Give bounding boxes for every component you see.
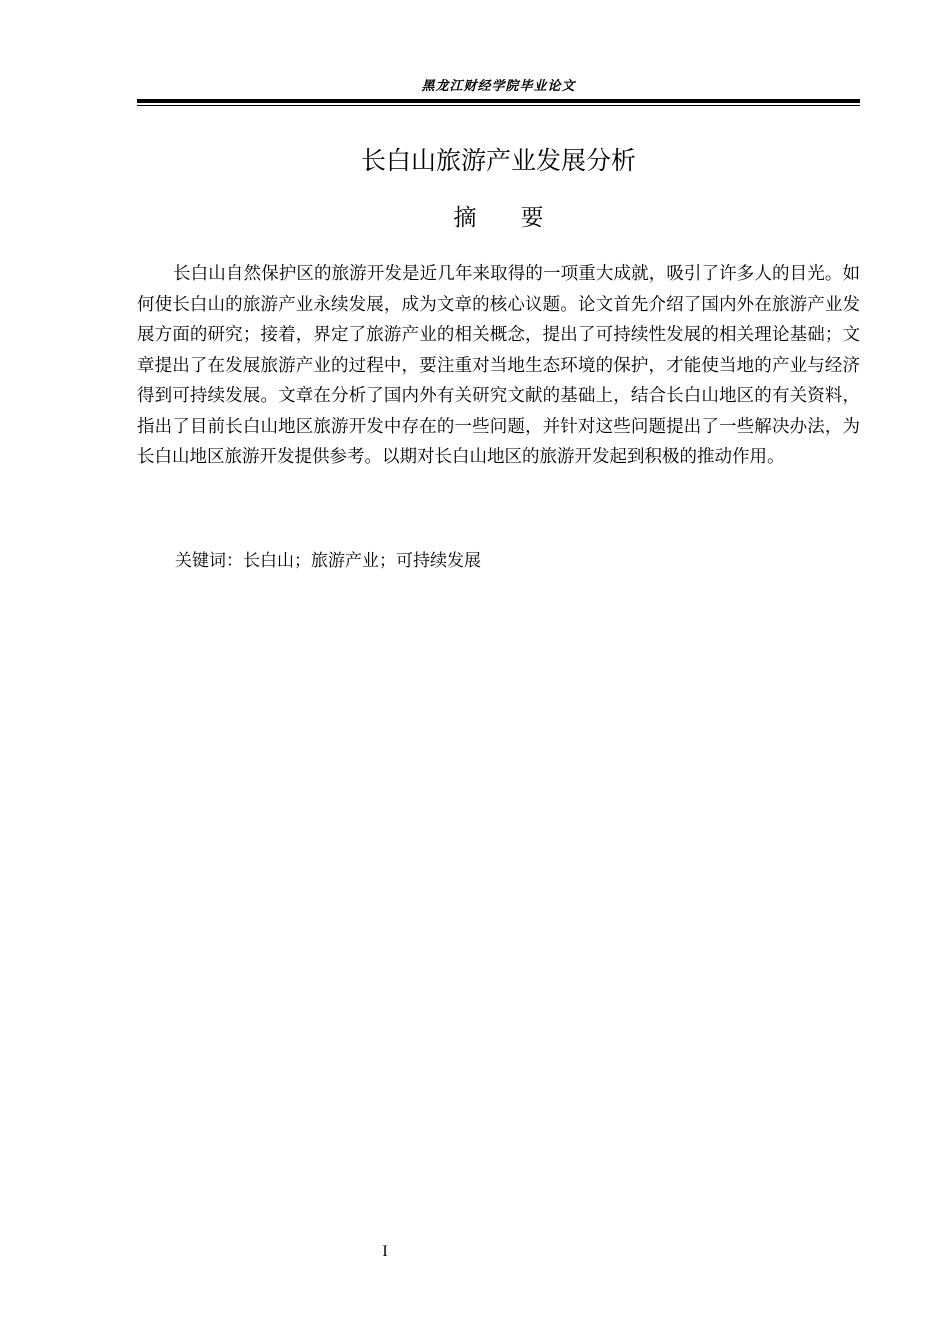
document-title: 长白山旅游产业发展分析 xyxy=(360,146,636,175)
keywords-label: 关键词： xyxy=(175,551,243,571)
header-rule-thick xyxy=(137,99,860,103)
abstract-body: 长白山自然保护区的旅游开发是近几年来取得的一项重大成就，吸引了许多人的目光。如何使长白山的旅游产业永续发展，成为文章的核心议题。论文首先介绍了国内外在旅游产业发展方面的研究；接着，界定了旅游产业的相关概念，提出了可持续性发展的相关理论基础；文章提出了在发展旅游产业的过程中，要注重对当地生态环境的保护，才能使当地的产业与经济得到可持续发展。文章在分析了国内外有关研究文献的基础上，结合长白山地区的有关资料，指出了目前长白山地区旅游开发中存在的一些问题，并针对这些问题提出了一些解决办法，为长白山地区旅游开发提供参考。以期对长白山地区的旅游开发起到积极的推动作用。 xyxy=(137,264,860,467)
running-header: 黑龙江财经学院毕业论文 xyxy=(421,79,576,94)
keywords-line xyxy=(175,546,481,576)
abstract-heading: 摘要 xyxy=(453,205,588,231)
page-number: I xyxy=(382,1243,388,1260)
keywords-value: 长白山；旅游产业；可持续发展 xyxy=(243,551,481,571)
header-rule-thin xyxy=(137,105,860,106)
